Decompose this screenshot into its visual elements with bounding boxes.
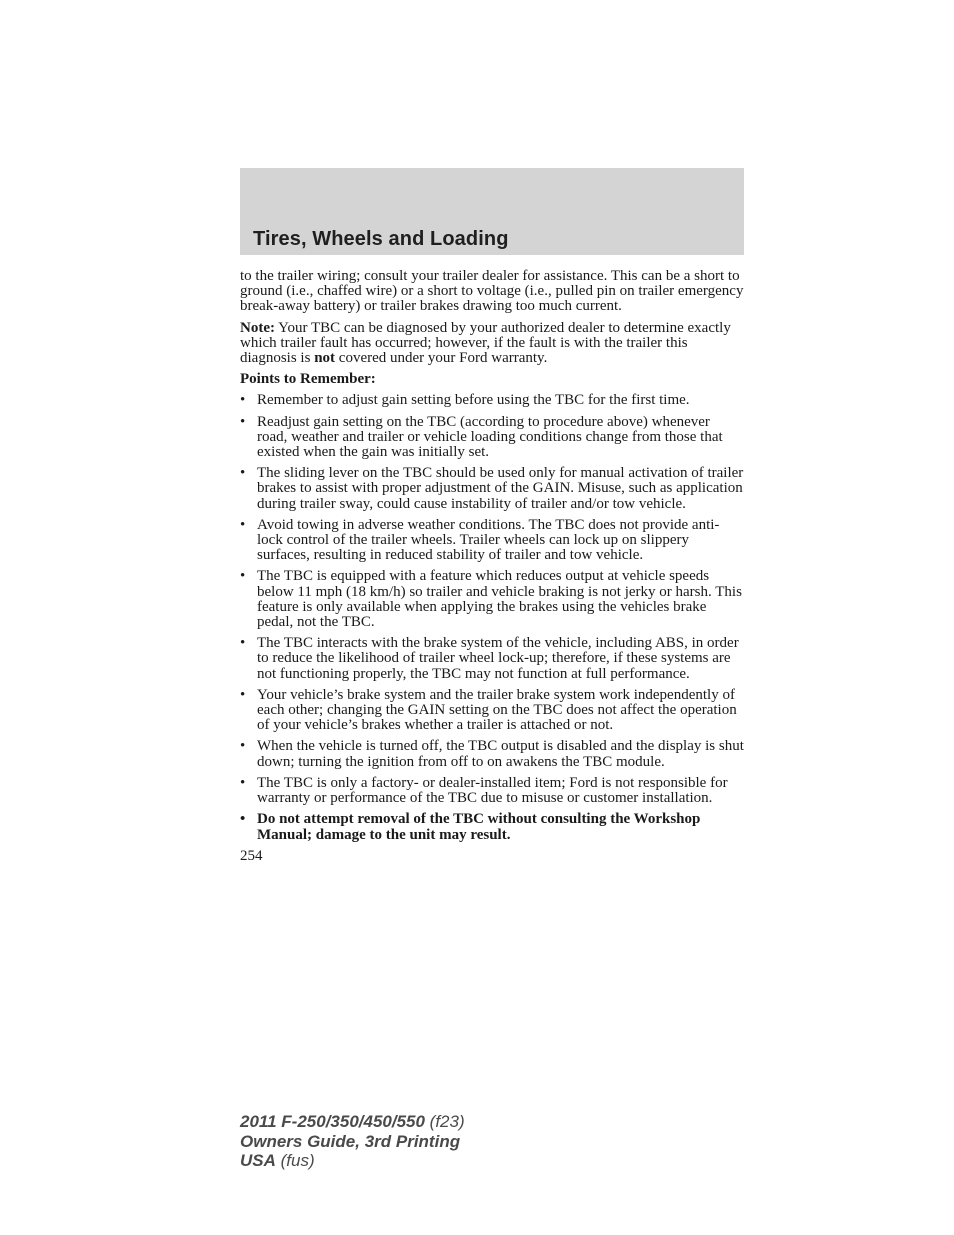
list-item-text: The TBC is only a factory- or dealer-installed item; Ford is not responsible for warranty or performance of the TBC due to misuse or customer installation. <box>257 774 728 807</box>
note-emphasis: not <box>314 350 336 367</box>
bullet-icon: • <box>240 686 246 703</box>
list-item-text: When the vehicle is turned off, the TBC output is disabled and the display is shut down; turning the ignition from off to on awakens the TBC module. <box>257 738 744 770</box>
list-item <box>240 739 744 769</box>
bullet-icon: • <box>240 392 246 409</box>
list-item <box>240 776 744 806</box>
bullet-icon: • <box>240 413 246 430</box>
list-item-text: The TBC is equipped with a feature which reduces output at vehicle speeds below 11 mph (18 km/h) so trailer and vehicle braking is not jerky or harsh. This feature is only available when applying the brakes using the vehicles brake pedal, not the TBC. <box>257 568 742 631</box>
list-item-text: The TBC interacts with the brake system of the vehicle, including ABS, in order to reduce the likelihood of trailer wheel lock-up; therefore, if these systems are not functioning properly, the TBC may not function at full performance. <box>257 635 739 682</box>
continuation-paragraph: to the trailer wiring; consult your trailer dealer for assistance. This can be a short to ground (i.e., chaffed wire) or a short to voltage (i.e., pulled pin on trailer emergency break-away battery) or trailer brakes drawing too much current. <box>240 268 744 315</box>
warning-list-item <box>240 812 744 842</box>
document-footer <box>240 1112 465 1171</box>
note-paragraph <box>240 321 744 367</box>
section-header-band <box>240 168 744 255</box>
points-list <box>240 393 744 842</box>
footer-model-line <box>240 1112 465 1132</box>
list-item <box>240 518 744 564</box>
bullet-icon: • <box>240 774 246 791</box>
bullet-icon: • <box>240 811 246 828</box>
points-heading: Points to Remember: <box>240 371 376 388</box>
list-item <box>240 636 744 682</box>
note-text-start: Your TBC can be diagnosed by your authorized dealer to determine exactly which trailer fault has occurred; however, if the fault is with the trailer this diagnosis is <box>240 319 731 367</box>
bullet-icon: • <box>240 465 246 482</box>
footer-guide-line <box>240 1132 465 1152</box>
list-item-text: Remember to adjust gain setting before using the TBC for the first time. <box>257 392 690 409</box>
page-number: 254 <box>240 847 263 864</box>
list-item <box>240 466 744 512</box>
bullet-icon: • <box>240 738 246 755</box>
list-item-text: Avoid towing in adverse weather conditions. The TBC does not provide anti-lock control of the trailer wheels. Trailer wheels can lock up on slippery surfaces, resulting in reduced stability of trailer and tow vehicle. <box>257 516 720 564</box>
footer-market-code: (fus) <box>275 1151 315 1170</box>
list-item-text: Your vehicle’s brake system and the trailer brake system work independently of each other; changing the GAIN setting on the TBC does not affect the operation of your vehicle’s brakes whether a trailer is attached or not. <box>257 686 737 734</box>
list-item-text: The sliding lever on the TBC should be used only for manual activation of trailer brakes to assist with proper adjustment of the GAIN. Misuse, such as application during trailer sway, could cause instability of trailer and/or tow vehicle. <box>257 465 744 512</box>
warning-text: Do not attempt removal of the TBC without consulting the Workshop Manual; damage to the unit may result. <box>257 811 701 843</box>
list-item <box>240 415 744 461</box>
list-item-text: Readjust gain setting on the TBC (according to procedure above) whenever road, weather and trailer or vehicle loading conditions change from those that existed when the gain was initially set. <box>257 413 723 461</box>
bullet-icon: • <box>240 635 246 652</box>
footer-model: 2011 F-250/350/450/550 <box>240 1112 425 1131</box>
footer-market: USA <box>240 1151 276 1170</box>
footer-model-code: (f23) <box>424 1112 465 1131</box>
footer-market-line <box>240 1151 465 1171</box>
note-label: Note: <box>240 319 275 336</box>
page-content <box>240 269 744 864</box>
list-item <box>240 569 744 630</box>
list-item <box>240 393 744 408</box>
bullet-icon: • <box>240 568 246 585</box>
section-title: Tires, Wheels and Loading <box>253 228 509 250</box>
bullet-icon: • <box>240 516 246 533</box>
note-text-end: covered under your Ford warranty. <box>335 350 548 367</box>
list-item <box>240 688 744 734</box>
footer-guide: Owners Guide, 3rd Printing <box>240 1131 461 1151</box>
